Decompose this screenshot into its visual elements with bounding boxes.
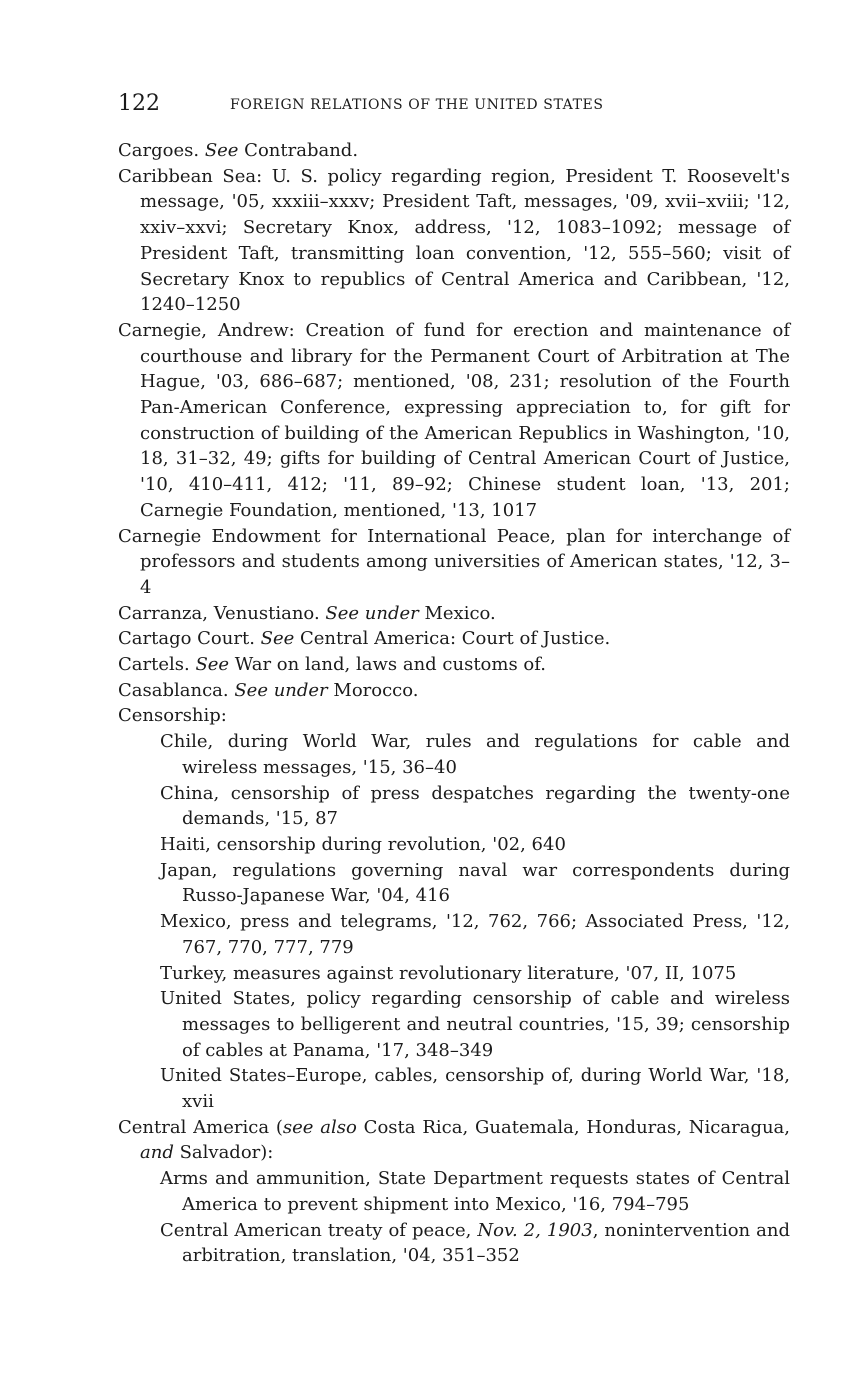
entry-reference-target: Contraband. (238, 140, 359, 161)
entry-reference-list: Costa Rica, Guatemala, Honduras, Nicaragua, (356, 1116, 791, 1138)
index-entry-cartels (118, 652, 790, 678)
entry-heading: Cargoes. (118, 140, 205, 161)
page-header (118, 90, 798, 120)
subentry-turkey: Turkey, measures against revolutionary literature, '07, II, 1075 (160, 962, 737, 984)
index-entry-censorship: Censorship: (118, 705, 227, 727)
index-entry-carranza (118, 601, 790, 627)
index-entry-casablanca (118, 678, 790, 704)
see-reference: See (260, 628, 295, 650)
subentry-haiti: Haiti, censorship during revolution, '02, 640 (160, 833, 566, 855)
entry-heading: Casablanca. (118, 679, 235, 701)
subentry-china: China, censorship of press despatches regarding the twenty-one demands, '15, 87 (160, 782, 790, 830)
subentry-japan: Japan, regulations governing naval war correspondents during Russo-Japanese War, '04, 416 (160, 859, 790, 907)
subentry-united-states-europe: United States–Europe, cables, censorship of, during World War, '18, xvii (160, 1065, 790, 1113)
subentry-treaty-of-peace (118, 1218, 790, 1269)
entry-reference-target: Morocco. (327, 679, 419, 701)
entry-heading: Central America ( (118, 1116, 283, 1138)
subentry-mexico: Mexico, press and telegrams, '12, 762, 766; Associated Press, '12, 767, 770, 777, 779 (160, 911, 790, 958)
see-reference: See (204, 140, 239, 161)
entry-heading: Carranza, Venustiano. (118, 602, 326, 624)
treaty-date: Nov. 2, 1903 (477, 1219, 593, 1241)
index-entry-central-america (118, 1115, 790, 1166)
index-entry-carnegie-endowment: Carnegie Endowment for International Peace, plan for interchange of professors and students among universities of American states, '12, 3–4 (118, 525, 790, 598)
index-entry-cartago-court (118, 626, 790, 652)
entry-reference-target: Mexico. (418, 602, 496, 624)
entry-reference-target: Central America: Court of Justice. (294, 628, 611, 650)
subentry-chile: Chile, during World War, rules and regulations for cable and wireless messages, '15, 36–40 (160, 731, 790, 778)
page-number: 122 (118, 91, 160, 116)
conjunction: and (140, 1142, 174, 1164)
entry-reference-tail: Salvador): (173, 1142, 274, 1164)
see-reference: See under (234, 679, 328, 701)
index-entry-cargoes (118, 138, 790, 164)
running-title: FOREIGN RELATIONS OF THE UNITED STATES (230, 97, 604, 113)
subentry-text: Central American treaty of peace, (160, 1219, 478, 1241)
entry-heading: Cartels. (118, 654, 196, 676)
subentry-arms-and-ammunition: Arms and ammunition, State Department requests states of Central America to prevent shipment into Mexico, '16, 794–795 (160, 1168, 790, 1215)
entry-heading: Cartago Court. (118, 628, 261, 650)
see-reference: See (195, 654, 230, 676)
index-entry-carnegie-andrew: Carnegie, Andrew: Creation of fund for erection and maintenance of courthouse and library for the Permanent Court of Arbitration at The Hague, '03, 686–687; mentioned, '08, 231; resolution of the Fourth Pan-American Conference, expressing appreciation to, for gift for construction of building of the American Republics in Washington, '10, 18, 31–32, 49; gifts for building of Central American Court of Justice, '10, 410–411, 412; '11, 89–92; Chinese student loan, '13, 201; Carnegie Foundation, mentioned, '13, 1017 (118, 319, 790, 521)
see-also-reference: see also (282, 1116, 357, 1138)
index-entry-caribbean-sea: Caribbean Sea: U. S. policy regarding region, President T. Roosevelt's message, '05, xxxiii–xxxv; President Taft, messages, '09, xvii–xviii; '12, xxiv–xxvi; Secretary Knox, address, '12, 1083–1092; message of President Taft, transmitting loan convention, '12, 555–560; visit of Secretary Knox to republics of Central America and Caribbean, '12, 1240–1250 (118, 165, 790, 316)
entry-reference-target: War on land, laws and customs of. (229, 654, 547, 676)
subentry-text-tail: , nonintervention and arbitration, translation, '04, 351–352 (182, 1219, 790, 1267)
index-body (118, 138, 790, 1269)
see-reference: See under (325, 602, 419, 624)
subentry-united-states: United States, policy regarding censorship of cable and wireless messages to belligerent and neutral countries, '15, 39; censorship of cables at Panama, '17, 348–349 (160, 988, 790, 1061)
